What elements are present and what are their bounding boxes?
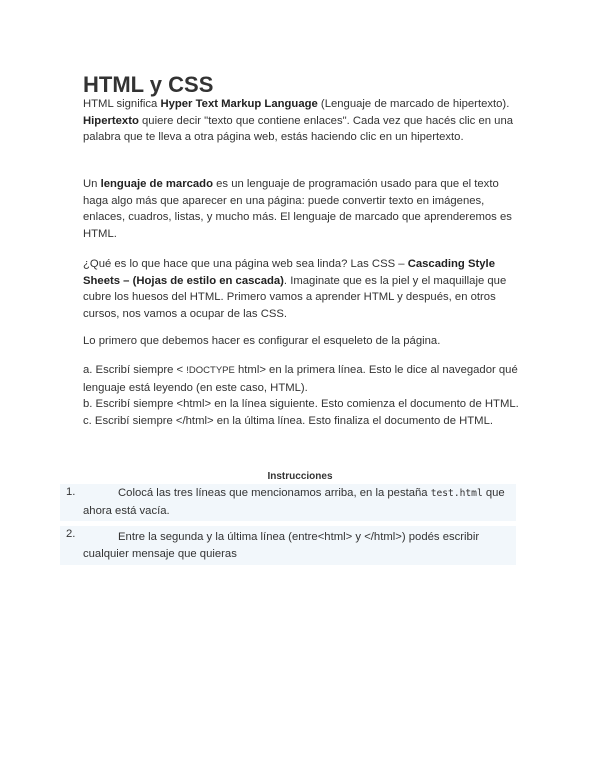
bold-term: Cascading Style Sheets – (Hojas de estilo en cascada)	[83, 258, 495, 287]
bold-term: lenguaje de marcado	[100, 178, 213, 190]
text: quiere decir "texto que contiene enlaces". Cada vez que hacés clic en una palabra que te lleva a otra página web, estás haciendo clic en un hipertexto.	[83, 114, 514, 144]
instruction-text: Colocá las tres líneas que mencionamos arriba, en la pestaña test.html que ahora está vacía.	[83, 487, 505, 517]
text: . Imaginate que es la piel y el maquillaje que cubre los huesos del HTML. Primero vamos a aprender HTML y después, en otros cursos, nos vamos a ocupar de las CSS.	[83, 274, 507, 320]
text: HTML significa	[83, 98, 161, 110]
text: (Lenguaje de marcado de hipertexto).	[317, 98, 510, 110]
instruction-item	[60, 484, 516, 521]
paragraph-html-definition	[83, 96, 519, 146]
step-b: b. Escribí siempre <html> en la línea siguiente. Esto comienza el documento de HTML.	[83, 398, 519, 411]
instructions-title: Instrucciones	[267, 471, 333, 482]
bold-term: Hyper Text Markup Language	[160, 98, 318, 110]
instruction-text: Entre la segunda y la última línea (entre<html> y </html>) podés escribir cualquier mensaje que quieras	[83, 531, 480, 560]
paragraph-markup-language	[83, 176, 519, 242]
instruction-number: 1.	[66, 486, 76, 498]
step-a: a. Escribí siempre < !DOCTYPE html> en la primera línea. Esto le dice al navegador qué lenguaje está leyendo (en este caso, HTML).	[83, 364, 518, 394]
step-c: c. Escribí siempre </html> en la última línea. Esto finaliza el documento de HTML.	[83, 414, 494, 427]
steps-list	[83, 362, 519, 429]
text: ¿Qué es lo que hace que una página web sea linda? Las CSS –	[83, 258, 408, 270]
paragraph-css	[83, 256, 519, 322]
page-title: HTML y CSS	[83, 72, 214, 97]
text: es un lenguaje de programación usado para que el texto haga algo más que aparecer en una página: puede convertir texto en imágenes, enlaces, cuadros, listas, y mucho más. El lenguaje de marcado que aprenderemos es HTML.	[83, 178, 512, 240]
bold-term: Hipertexto	[83, 114, 139, 127]
paragraph-skeleton: Lo primero que debemos hacer es configurar el esqueleto de la página.	[83, 335, 441, 347]
text: Un	[83, 178, 101, 190]
instruction-item	[60, 526, 516, 565]
instruction-number: 2.	[66, 528, 76, 540]
